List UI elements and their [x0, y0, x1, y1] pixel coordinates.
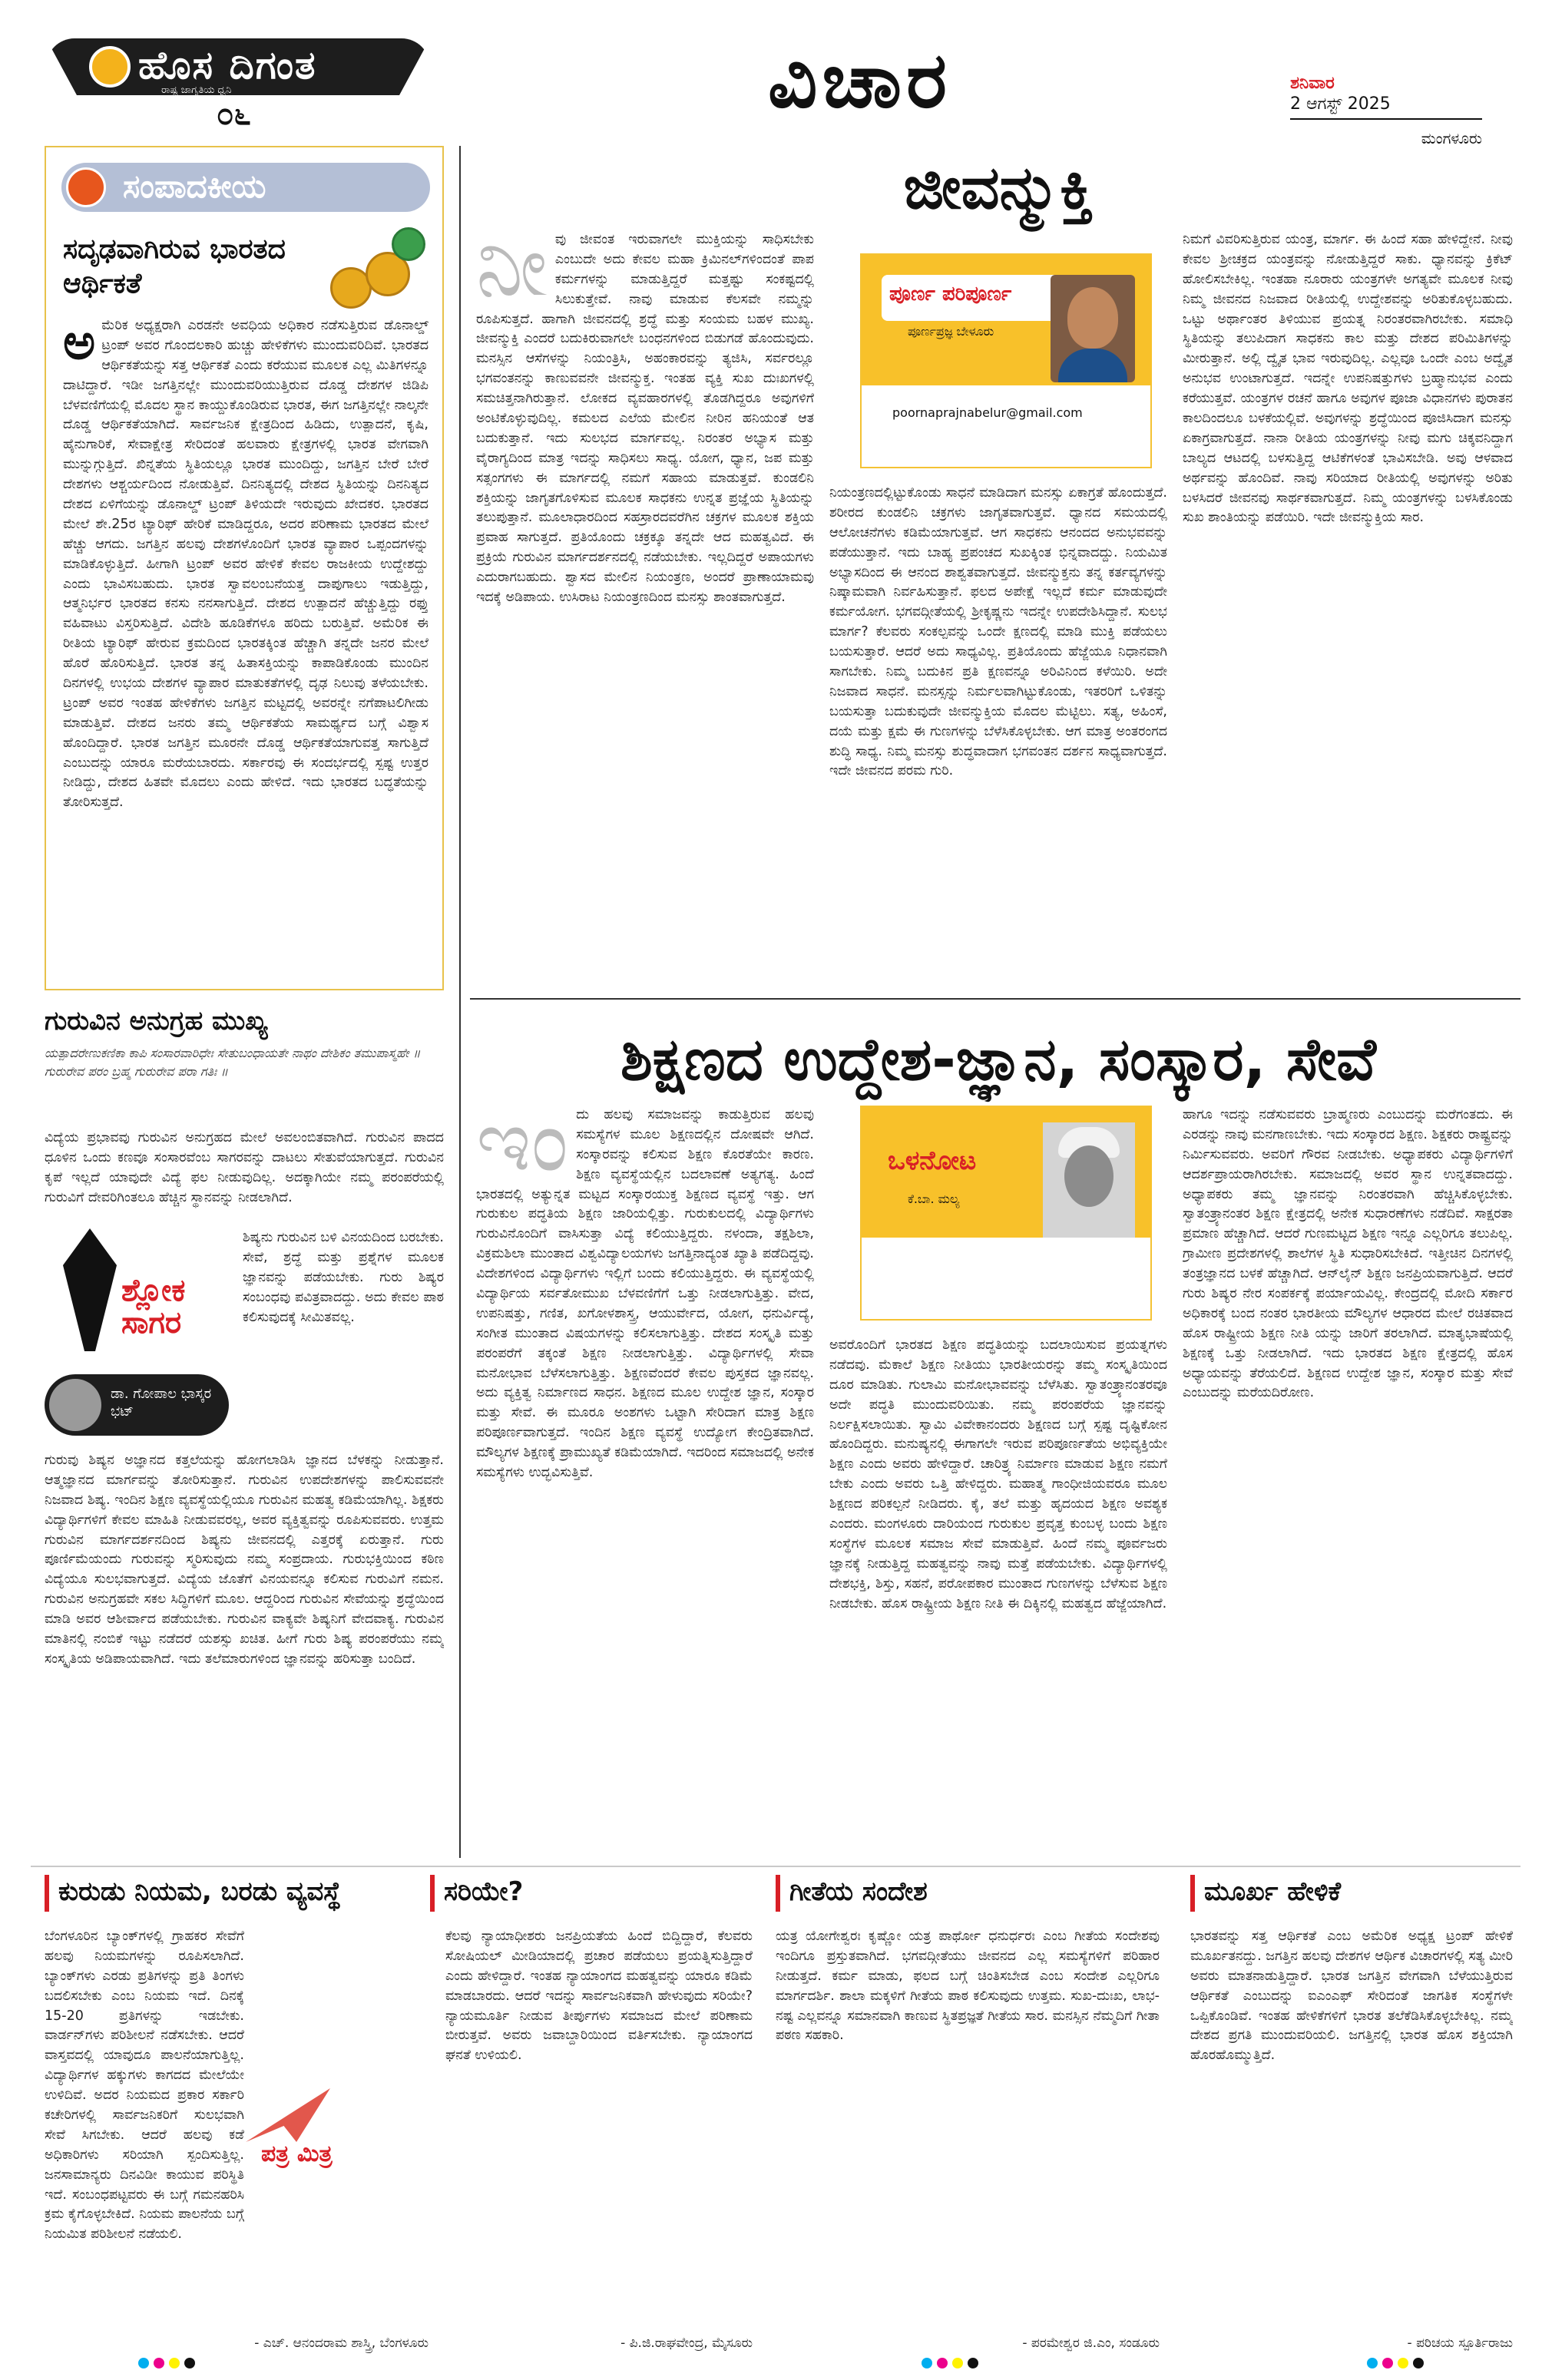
registration-dot [1398, 2358, 1408, 2368]
letter-4-title: ಮೂರ್ಖ ಹೇಳಿಕೆ [1204, 1876, 1342, 1907]
letter-4-header [1190, 1875, 1513, 1916]
letter-2-text: ಕೆಲವು ನ್ಯಾಯಾಧೀಶರು ಜನಪ್ರಿಯತೆಯ ಹಿಂದೆ ಬಿದ್ದಿದ್ದಾರೆ, ಕೆಲವರು ಸೋಷಿಯಲ್ ಮೀಡಿಯಾದಲ್ಲಿ ಪ್ರಚಾರ ಪಡೆಯಲು ಪ್ರಯತ್ನಿಸುತ್ತಿದ್ದಾರೆ ಎಂದು ಹೇಳಿದ್ದಾರೆ. ಇಂತಹ ನ್ಯಾಯಾಂಗದ ಮಹತ್ವವನ್ನು ಯಾರೂ ಕಡಿಮೆ ಮಾಡಬಾರದು. ಆದರೆ ಇದನ್ನು ಸಾರ್ವಜನಿಕವಾಗಿ ಹೇಳುವುದು ಸರಿಯೇ? ನ್ಯಾಯಮೂರ್ತಿ ನೀಡುವ ತೀರ್ಪುಗಳು ಸಮಾಜದ ಮೇಲೆ ಪರಿಣಾಮ ಬೀರುತ್ತವೆ. ಅವರು ಜವಾಬ್ದಾರಿಯಿಂದ ವರ್ತಿಸಬೇಕು. ನ್ಯಾಯಾಂಗದ ಘನತೆ ಉಳಿಯಲಿ. [445, 1929, 753, 2064]
letter-1-text: ಬೆಂಗಳೂರಿನ ಬ್ಯಾಂಕ್‌ಗಳಲ್ಲಿ ಗ್ರಾಹಕರ ಸೇವೆಗೆ ಹಲವು ನಿಯಮಗಳನ್ನು ರೂಪಿಸಲಾಗಿದೆ. ಬ್ಯಾಂಕ್‌ಗಳು ಎರಡು ಪ್ರತಿಗಳನ್ನು ಪ್ರತಿ ತಿಂಗಳು ಬದಲಿಸಬೇಕು ಎಂಬ ನಿಯಮ ಇದೆ. ದಿನಕ್ಕೆ 15-20 ಪ್ರತಿಗಳನ್ನು ಇಡಬೇಕು. ವಾರ್ಡನ್‌ಗಳು ಪರಿಶೀಲನೆ ನಡೆಸಬೇಕು. ಆದರೆ ವಾಸ್ತವದಲ್ಲಿ ಯಾವುದೂ ಪಾಲನೆಯಾಗುತ್ತಿಲ್ಲ. ವಿದ್ಯಾರ್ಥಿಗಳ ಹಕ್ಕುಗಳು ಕಾಗದದ ಮೇಲೆಯೇ ಉಳಿದಿವೆ. ಅದರ ನಿಯಮದ ಪ್ರಕಾರ ಸರ್ಕಾರಿ ಕಚೇರಿಗಳಲ್ಲಿ ಸಾರ್ವಜನಿಕರಿಗೆ ಸುಲಭವಾಗಿ ಸೇವೆ ಸಿಗಬೇಕು. ಆದರೆ ಹಲವು ಕಡೆ ಅಧಿಕಾರಿಗಳು ಸರಿಯಾಗಿ ಸ್ಪಂದಿಸುತ್ತಿಲ್ಲ. ಜನಸಾಮಾನ್ಯರು ದಿನವಿಡೀ ಕಾಯುವ ಪರಿಸ್ಥಿತಿ ಇದೆ. ಸಂಬಂಧಪಟ್ಟವರು ಈ ಬಗ್ಗೆ ಗಮನಹರಿಸಿ ಕ್ರಮ ಕೈಗೊಳ್ಳಬೇಕಿದೆ. ನಿಯಮ ಪಾಲನೆಯ ಬಗ್ಗೆ ನಿಯಮಿತ ಪರಿಶೀಲನೆ ನಡೆಯಲಿ. [45, 1929, 244, 2243]
story1-email[interactable]: poornaprajnabelur@gmail.com [892, 405, 1083, 420]
letter-4-body [1190, 1927, 1513, 2326]
dateline-day: ಶನಿವಾರ [1290, 74, 1335, 93]
registration-dot [952, 2358, 963, 2368]
story1-author: ಪೂರ್ಣಪ್ರಜ್ಞ ಬೇಳೂರು [908, 324, 994, 339]
registration-dot [922, 2358, 932, 2368]
story2-headline: ಶಿಕ್ಷಣದ ಉದ್ದೇಶ-ಜ್ಞಾನ, ಸಂಸ್ಕಾರ, ಸೇವೆ [620, 1025, 1376, 1093]
story1-col3-text: ನಿಮಗೆ ವಿವರಿಸುತ್ತಿರುವ ಯಂತ್ರ, ಮಾರ್ಗ. ಈ ಹಿಂದೆ ಸಹಾ ಹೇಳಿದ್ದೇನೆ. ನೀವು ಕೇವಲ ಶ್ರೀಚಕ್ರದ ಯಂತ್ರವನ್ನು ನೋಡುತ್ತಿದ್ದರೆ ಸಾಕು. ಧ್ಯಾನವನ್ನು ಕ್ರಿಕೆಟ್ ಹೋಲಿಸಬೇಕಿಲ್ಲ. ಇಂತಹಾ ನೂರಾರು ಯಂತ್ರಗಳೇ ಅಗತ್ಯವೇ ಮೂಲಕ ನೀವು ನಿಮ್ಮ ಜೀವನದ ನಿಜವಾದ ರೀತಿಯಲ್ಲಿ ಉದ್ದೇಶವನ್ನು ಅರಿತುಕೊಳ್ಳಬಹುದು. ಒಟ್ಟು ಅರ್ಥಾಂತರ ತಿಳಿಯುವ ಪ್ರಯತ್ನ ನಿರಂತರವಾಗಿರಬೇಕು. ಸಮಾಧಿ ಸ್ಥಿತಿಯನ್ನು ತಲುಪಿದಾಗ ಸಾಧಕನು ಕಾಲ ಮತ್ತು ದೇಶದ ಪರಿಮಿತಿಗಳನ್ನು ಮೀರುತ್ತಾನೆ. ಅಲ್ಲಿ ದ್ವೈತ ಭಾವ ಇರುವುದಿಲ್ಲ. ಎಲ್ಲವೂ ಒಂದೇ ಎಂಬ ಅದ್ವೈತ ಅನುಭವ ಉಂಟಾಗುತ್ತದೆ. ಇದನ್ನೇ ಉಪನಿಷತ್ತುಗಳು ಬ್ರಹ್ಮಾನುಭವ ಎಂದು ಕರೆಯುತ್ತವೆ. ಯಂತ್ರಗಳ ರಚನೆ ಹಾಗೂ ಅವುಗಳ ಪೂಜಾ ವಿಧಾನಗಳು ಪುರಾತನ ಕಾಲದಿಂದಲೂ ಬಳಕೆಯಲ್ಲಿವೆ. ಅವುಗಳನ್ನು ಶ್ರದ್ಧೆಯಿಂದ ಪೂಜಿಸಿದಾಗ ಮನಸ್ಸು ಏಕಾಗ್ರವಾಗುತ್ತದೆ. ನಾನಾ ರೀತಿಯ ಯಂತ್ರಗಳನ್ನು ನೀವು ಮಗು ಚಿಕ್ಕವನಿದ್ದಾಗ ಬಾಲ್ಯದ ಆಟದಲ್ಲಿ ಬಳಸುತ್ತಿದ್ದ ಆಟಿಕೆಗಳಂತೆ ಭಾವಿಸಬೇಡಿ. ಅವು ಆಳವಾದ ಅರ್ಥವನ್ನು ಹೊಂದಿವೆ. ನಾವು ಸರಿಯಾದ ರೀತಿಯಲ್ಲಿ ಅವುಗಳನ್ನು ಅರಿತು ಬಳಸಿದರೆ ಜೀವನವು ಸಾರ್ಥಕವಾಗುತ್ತದೆ. ನಿಮ್ಮ ಯಂತ್ರಗಳನ್ನು ಬಳಸಿಕೊಂಡು ಸುಖ ಶಾಂತಿಯನ್ನು ಪಡೆಯಿರಿ. ಇದೇ ಜೀವನ್ಮುಕ್ತಿಯ ಸಾರ. [1183, 232, 1513, 526]
brand-block [46, 31, 445, 132]
column-divider [459, 146, 461, 1858]
story2-column-2 [829, 1336, 1167, 1858]
letter-1-signature: - ಎಚ್. ಆನಂದರಾಮ ಶಾಸ್ತ್ರಿ, ಬೆಂಗಳೂರು [254, 2335, 429, 2351]
registration-dot [968, 2358, 978, 2368]
editorial-band [61, 163, 430, 212]
dateline [1290, 74, 1482, 147]
registration-dot [169, 2358, 180, 2368]
story2-col2-text: ಅವರೊಂದಿಗೆ ಭಾರತದ ಶಿಕ್ಷಣ ಪದ್ಧತಿಯನ್ನು ಬದಲಾಯಿಸುವ ಪ್ರಯತ್ನಗಳು ನಡೆದವು. ಮೆಕಾಲೆ ಶಿಕ್ಷಣ ನೀತಿಯು ಭಾರತೀಯರನ್ನು ತಮ್ಮ ಸಂಸ್ಕೃತಿಯಿಂದ ದೂರ ಮಾಡಿತು. ಗುಲಾಮಿ ಮನೋಭಾವವನ್ನು ಬೆಳೆಸಿತು. ಸ್ವಾತಂತ್ರ್ಯಾನಂತರವೂ ಅದೇ ಪದ್ಧತಿ ಮುಂದುವರಿಯಿತು. ನಮ್ಮ ಪರಂಪರೆಯ ಜ್ಞಾನವನ್ನು ನಿರ್ಲಕ್ಷಿಸಲಾಯಿತು. ಸ್ವಾಮಿ ವಿವೇಕಾನಂದರು ಶಿಕ್ಷಣದ ಬಗ್ಗೆ ಸ್ಪಷ್ಟ ದೃಷ್ಟಿಕೋನ ಹೊಂದಿದ್ದರು. ಮನುಷ್ಯನಲ್ಲಿ ಈಗಾಗಲೇ ಇರುವ ಪರಿಪೂರ್ಣತೆಯ ಅಭಿವ್ಯಕ್ತಿಯೇ ಶಿಕ್ಷಣ ಎಂದು ಅವರು ಹೇಳಿದ್ದಾರೆ. ಚಾರಿತ್ರ್ಯ ನಿರ್ಮಾಣ ಮಾಡುವ ಶಿಕ್ಷಣ ನಮಗೆ ಬೇಕು ಎಂದು ಅವರು ಒತ್ತಿ ಹೇಳಿದ್ದರು. ಮಹಾತ್ಮ ಗಾಂಧೀಜಿಯವರೂ ಮೂಲ ಶಿಕ್ಷಣದ ಪರಿಕಲ್ಪನೆ ನೀಡಿದರು. ಕೈ, ತಲೆ ಮತ್ತು ಹೃದಯದ ಶಿಕ್ಷಣ ಅವಶ್ಯಕ ಎಂದರು. ಮಂಗಳೂರು ದಾರಿಯಂದ ಗುರುಕುಲ ಪ್ರವೃತ್ತ ಕುಂಬಳ್ಳ ಬಂದು ಶಿಕ್ಷಣ ಸಂಸ್ಥೆಗಳ ಮೂಲಕ ಸಮಾಜ ಸೇವೆ ಮಾಡುತ್ತಿವೆ. ಹಿಂದೆ ನಮ್ಮ ಪೂರ್ವಜರು ಜ್ಞಾನಕ್ಕೆ ನೀಡುತ್ತಿದ್ದ ಮಹತ್ವವನ್ನು ನಾವು ಮತ್ತೆ ಪಡೆಯಬೇಕು. ವಿದ್ಯಾರ್ಥಿಗಳಲ್ಲಿ ದೇಶಭಕ್ತಿ, ಶಿಸ್ತು, ಸಹನೆ, ಪರೋಪಕಾರ ಮುಂತಾದ ಗುಣಗಳನ್ನು ಬೆಳೆಸುವ ಶಿಕ್ಷಣ ನೀಡಬೇಕು. ಹೊಸ ರಾಷ್ಟ್ರೀಯ ಶಿಕ್ಷಣ ನೀತಿ ಈ ದಿಕ್ಕಿನಲ್ಲಿ ಮಹತ್ವದ ಹೆಜ್ಜೆಯಾಗಿದೆ. [829, 1337, 1167, 1611]
guru-body-bottom [45, 1451, 444, 1850]
letter-3-signature: - ಪರಮೇಶ್ವರ ಜಿ.ಎಂ, ಸಂಡೂರು [1022, 2335, 1160, 2351]
letter-3-header [776, 1875, 1160, 1916]
story1-col2-text: ನಿಯಂತ್ರಣದಲ್ಲಿಟ್ಟುಕೊಂಡು ಸಾಧನೆ ಮಾಡಿದಾಗ ಮನಸ್ಸು ಏಕಾಗ್ರತೆ ಹೊಂದುತ್ತದೆ. ಶರೀರದ ಕುಂಡಲಿನಿ ಚಕ್ರಗಳು ಜಾಗೃತವಾಗುತ್ತವೆ. ಧ್ಯಾನದ ಸಮಯದಲ್ಲಿ ಆಲೋಚನೆಗಳು ಕಡಿಮೆಯಾಗುತ್ತವೆ. ಆಗ ಸಾಧಕನು ಆನಂದದ ಅನುಭವವನ್ನು ಪಡೆಯುತ್ತಾನೆ. ಇದು ಬಾಹ್ಯ ಪ್ರಪಂಚದ ಸುಖಕ್ಕಿಂತ ಭಿನ್ನವಾದದ್ದು. ನಿಯಮಿತ ಅಭ್ಯಾಸದಿಂದ ಈ ಆನಂದ ಶಾಶ್ವತವಾಗುತ್ತದೆ. ಜೀವನ್ಮುಕ್ತನು ತನ್ನ ಕರ್ತವ್ಯಗಳನ್ನು ನಿಷ್ಕಾಮವಾಗಿ ನಿರ್ವಹಿಸುತ್ತಾನೆ. ಫಲದ ಅಪೇಕ್ಷೆ ಇಲ್ಲದೆ ಕರ್ಮ ಮಾಡುವುದೇ ಕರ್ಮಯೋಗ. ಭಗವದ್ಗೀತೆಯಲ್ಲಿ ಶ್ರೀಕೃಷ್ಣನು ಇದನ್ನೇ ಉಪದೇಶಿಸಿದ್ದಾನೆ. ಸುಲಭ ಮಾರ್ಗ? ಕೆಲವರು ಸಂಕಲ್ಪವನ್ನು ಒಂದೇ ಕ್ಷಣದಲ್ಲಿ ಮಾಡಿ ಮುಕ್ತಿ ಪಡೆಯಲು ಬಯಸುತ್ತಾರೆ. ಆದರೆ ಅದು ಸಾಧ್ಯವಿಲ್ಲ. ಪ್ರತಿಯೊಂದು ಹೆಜ್ಜೆಯೂ ನಿಧಾನವಾಗಿ ಸಾಗಬೇಕು. ನಿಮ್ಮ ಬದುಕಿನ ಪ್ರತಿ ಕ್ಷಣವನ್ನೂ ಅರಿವಿನಿಂದ ಕಳೆಯಿರಿ. ಅದೇ ನಿಜವಾದ ಸಾಧನೆ. ಮನಸ್ಸನ್ನು ನಿರ್ಮಲವಾಗಿಟ್ಟುಕೊಂಡು, ಇತರರಿಗೆ ಒಳಿತನ್ನು ಬಯಸುತ್ತಾ ಬದುಕುವುದೇ ಜೀವನ್ಮುಕ್ತಿಯ ಮೊದಲ ಮೆಟ್ಟಿಲು. ಸತ್ಯ, ಅಹಿಂಸೆ, ದಯೆ ಮತ್ತು ಕ್ಷಮೆ ಈ ಗುಣಗಳನ್ನು ಬೆಳೆಸಿಕೊಳ್ಳಬೇಕು. ಆಗ ಮಾತ್ರ ಅಂತರಂಗದ ಶುದ್ಧಿ ಸಾಧ್ಯ. ನಿಮ್ಮ ಮನಸ್ಸು ಶುದ್ಧವಾದಾಗ ಭಗವಂತನ ದರ್ಶನ ಸಾಧ್ಯವಾಗುತ್ತದೆ. ಇದೇ ಜೀವನದ ಪರಮ ಗುರಿ. [829, 485, 1167, 779]
letter-2-body [445, 1927, 753, 2326]
editorial-label: ಸಂಪಾದಕೀಯ [123, 167, 266, 205]
registration-marks [922, 2357, 983, 2372]
author-photo [1051, 275, 1135, 382]
letter-4-signature: - ಪರಿಚಯ ಸ್ಪೂರ್ತಿರಾಜು [1407, 2335, 1513, 2351]
quill-icon [63, 1228, 117, 1351]
story2-col3-text: ಹಾಗೂ ಇದನ್ನು ನಡೆಸುವವರು ಬ್ರಾಹ್ಮಣರು ಎಂಬುದನ್ನು ಮರೆಗಂತದು. ಈ ಎರಡನ್ನು ನಾವು ಮನಗಾಣಬೇಕು. ಇದು ಸಂಸ್ಕಾರದ ಶಿಕ್ಷಣ. ಶಿಕ್ಷಕರು ರಾಷ್ಟ್ರವನ್ನು ನಿರ್ಮಿಸುವವರು. ಅವರಿಗೆ ಗೌರವ ನೀಡಬೇಕು. ಅಧ್ಯಾಪಕರು ವಿದ್ಯಾರ್ಥಿಗಳಿಗೆ ಆದರ್ಶಪ್ರಾಯರಾಗಿರಬೇಕು. ಸಮಾಜದಲ್ಲಿ ಅವರ ಸ್ಥಾನ ಉನ್ನತವಾದದ್ದು. ಅಧ್ಯಾಪಕರು ತಮ್ಮ ಜ್ಞಾನವನ್ನು ನಿರಂತರವಾಗಿ ಹೆಚ್ಚಿಸಿಕೊಳ್ಳಬೇಕು. ಸ್ವಾತಂತ್ರ್ಯಾನಂತರ ಶಿಕ್ಷಣ ಕ್ಷೇತ್ರದಲ್ಲಿ ಅನೇಕ ಸುಧಾರಣೆಗಳು ನಡೆದಿವೆ. ಸಾಕ್ಷರತಾ ಪ್ರಮಾಣ ಹೆಚ್ಚಾಗಿದೆ. ಆದರೆ ಗುಣಮಟ್ಟದ ಶಿಕ್ಷಣ ಇನ್ನೂ ಎಲ್ಲರಿಗೂ ತಲುಪಿಲ್ಲ. ಗ್ರಾಮೀಣ ಪ್ರದೇಶಗಳಲ್ಲಿ ಶಾಲೆಗಳ ಸ್ಥಿತಿ ಸುಧಾರಿಸಬೇಕಿದೆ. ಇತ್ತೀಚಿನ ದಿನಗಳಲ್ಲಿ ತಂತ್ರಜ್ಞಾನದ ಬಳಕೆ ಹೆಚ್ಚಾಗಿದೆ. ಆನ್‌ಲೈನ್ ಶಿಕ್ಷಣ ಜನಪ್ರಿಯವಾಗುತ್ತಿದೆ. ಆದರೆ ಗುರು ಶಿಷ್ಯರ ನೇರ ಸಂಪರ್ಕಕ್ಕೆ ಪರ್ಯಾಯವಿಲ್ಲ. ಕೇಂದ್ರದಲ್ಲಿ ಮೋದಿ ಸರ್ಕಾರ ಅಧಿಕಾರಕ್ಕೆ ಬಂದ ನಂತರ ಭಾರತೀಯ ಮೌಲ್ಯಗಳ ಆಧಾರದ ಮೇಲೆ ರಚಿತವಾದ ಹೊಸ ರಾಷ್ಟ್ರೀಯ ಶಿಕ್ಷಣ ನೀತಿ ಯನ್ನು ಜಾರಿಗೆ ತರಲಾಗಿದೆ. ಮಾತೃಭಾಷೆಯಲ್ಲಿ ಶಿಕ್ಷಣಕ್ಕೆ ಒತ್ತು ನೀಡಲಾಗಿದೆ. ಇದು ಭಾರತದ ಶಿಕ್ಷಣ ಕ್ಷೇತ್ರದಲ್ಲಿ ಹೊಸ ಅಧ್ಯಾಯವನ್ನು ತೆರೆಯಲಿದೆ. ಶಿಕ್ಷಣದ ಉದ್ದೇಶ ಜ್ಞಾನ, ಸಂಸ್ಕಾರ ಮತ್ತು ಸೇವೆ ಎಂಬುದನ್ನು ಮರೆಯದಿರೋಣ. [1183, 1107, 1513, 1401]
story1-headline: ಜೀವನ್ಮುಕ್ತಿ [903, 154, 1094, 223]
dateline-rule [1290, 118, 1482, 120]
shloka-box [45, 1228, 229, 1443]
brand-name: ಹೊಸ ದಿಗಂತ [138, 43, 317, 88]
registration-dot [1413, 2358, 1424, 2368]
section-title: ವಿಚಾರ [768, 35, 951, 125]
guru-text-a: ವಿದ್ಯೆಯ ಪ್ರಭಾವವು ಗುರುವಿನ ಅನುಗ್ರಹದ ಮೇಲೆ ಅವಲಂಬಿತವಾಗಿದೆ. ಗುರುವಿನ ಪಾದದ ಧೂಳಿನ ಒಂದು ಕಣವೂ ಸಂಸಾರವೆಂಬ ಸಾಗರವನ್ನು ದಾಟಲು ಸೇತುವೆಯಾಗುತ್ತದೆ. ಗುರುವಿನ ಕೃಪೆ ಇಲ್ಲದೆ ಯಾವುದೇ ವಿದ್ಯೆ ಫಲ ನೀಡುವುದಿಲ್ಲ. ಅದಕ್ಕಾಗಿಯೇ ನಮ್ಮ ಪರಂಪರೆಯಲ್ಲಿ ಗುರುವಿಗೆ ದೇವರಿಗಿಂತಲೂ ಹೆಚ್ಚಿನ ಸ್ಥಾನವನ್ನು ನೀಡಲಾಗಿದೆ. [45, 1130, 444, 1205]
guru-verse: ಯತ್ಪಾದರೇಣುಕಣಿಕಾ ಕಾಪಿ ಸಂಸಾರವಾರಿಧೇಃ ಸೇತುಬಂಧಾಯತೇ ನಾಥಂ ದೇಶಿಕಂ ತಮುಪಾಸ್ಮಹೇ ॥ ಗುರುರೇವ ಪರಂ ಬ್ರಹ್ಮ ಗುರುರೇವ ಪರಾ ಗತಿಃ ॥ [45, 1046, 421, 1079]
author-photo [1043, 1122, 1135, 1238]
registration-dot [937, 2358, 948, 2368]
story1-column-1 [476, 230, 814, 983]
section-divider [470, 998, 1520, 1000]
letter-bar [776, 1875, 780, 1912]
story2-dropcap: ಇಂ [476, 1106, 569, 1190]
editorial-body [63, 316, 429, 977]
avatar [49, 1379, 101, 1431]
patra-mitra-label: ಪತ್ರ ಮಿತ್ರ [261, 2140, 333, 2167]
brand-tagline: ರಾಷ್ಟ್ರ ಜಾಗೃತಿಯ ಧ್ವನಿ [161, 84, 232, 96]
editorial-dropcap: ಅ [63, 316, 96, 371]
masthead [31, 31, 1513, 147]
patra-mitra-logo [215, 2088, 369, 2188]
registration-dot [1367, 2358, 1378, 2368]
coin-stack [392, 227, 425, 261]
story2-column-1 [476, 1106, 814, 1858]
letter-bar [45, 1875, 49, 1912]
author-chip [45, 1374, 229, 1436]
letter-3-body [776, 1927, 1160, 2326]
author-face [1067, 287, 1118, 349]
letter-bar [1190, 1875, 1195, 1912]
story2-col1-text: ದು ಹಲವು ಸಮಾಜವನ್ನು ಕಾಡುತ್ತಿರುವ ಹಲವು ಸಮಸ್ಯೆಗಳ ಮೂಲ ಶಿಕ್ಷಣದಲ್ಲಿನ ದೋಷವೇ ಆಗಿದೆ. ಸಂಸ್ಕಾರವನ್ನು ಕಲಿಸುವ ಶಿಕ್ಷಣ ಕೊರತೆಯೇ ಕಾರಣ. ಶಿಕ್ಷಣ ವ್ಯವಸ್ಥೆಯಲ್ಲಿನ ಬದಲಾವಣೆ ಅತ್ಯಗತ್ಯ. ಹಿಂದೆ ಭಾರತದಲ್ಲಿ ಅತ್ಯುನ್ನತ ಮಟ್ಟದ ಸಂಸ್ಕಾರಯುಕ್ತ ಶಿಕ್ಷಣದ ವ್ಯವಸ್ಥೆ ಇತ್ತು. ಆಗ ಗುರುಕುಲ ಪದ್ಧತಿಯ ಶಿಕ್ಷಣ ಜಾರಿಯಲ್ಲಿತ್ತು. ಗುರುಕುಲದಲ್ಲಿ ವಿದ್ಯಾರ್ಥಿಗಳು ಗುರುವಿನೊಂದಿಗೆ ವಾಸಿಸುತ್ತಾ ವಿದ್ಯೆ ಕಲಿಯುತ್ತಿದ್ದರು. ನಳಂದಾ, ತಕ್ಷಶಿಲಾ, ವಿಕ್ರಮಶಿಲಾ ಮುಂತಾದ ವಿಶ್ವವಿದ್ಯಾಲಯಗಳು ಜಗತ್ತಿನಾದ್ಯಂತ ಖ್ಯಾತಿ ಪಡೆದಿದ್ದವು. ವಿದೇಶಗಳಿಂದ ವಿದ್ಯಾರ್ಥಿಗಳು ಇಲ್ಲಿಗೆ ಬಂದು ಕಲಿಯುತ್ತಿದ್ದರು. ಈ ವ್ಯವಸ್ಥೆಯಲ್ಲಿ ವಿದ್ಯಾರ್ಥಿಯ ಸರ್ವತೋಮುಖ ಬೆಳವಣಿಗೆಗೆ ಒತ್ತು ನೀಡಲಾಗುತ್ತಿತ್ತು. ವೇದ, ಉಪನಿಷತ್ತು, ಗಣಿತ, ಖಗೋಳಶಾಸ್ತ್ರ, ಆಯುರ್ವೇದ, ಯೋಗ, ಧನುರ್ವಿದ್ಯೆ, ಸಂಗೀತ ಮುಂತಾದ ವಿಷಯಗಳನ್ನು ಕಲಿಸಲಾಗುತ್ತಿತ್ತು. ದೇಶದ ಸಂಸ್ಕೃತಿ ಮತ್ತು ಪರಂಪರೆಗೆ ತಕ್ಕಂತೆ ಶಿಕ್ಷಣ ನೀಡಲಾಗುತ್ತಿತ್ತು. ವಿದ್ಯಾರ್ಥಿಗಳಲ್ಲಿ ಸೇವಾ ಮನೋಭಾವ ಬೆಳೆಸಲಾಗುತ್ತಿತ್ತು. ಶಿಕ್ಷಣವೆಂದರೆ ಕೇವಲ ಪುಸ್ತಕದ ಜ್ಞಾನವಲ್ಲ. ಅದು ವ್ಯಕ್ತಿತ್ವ ನಿರ್ಮಾಣದ ಸಾಧನ. ಶಿಕ್ಷಣದ ಮೂಲ ಉದ್ದೇಶ ಜ್ಞಾನ, ಸಂಸ್ಕಾರ ಮತ್ತು ಸೇವೆ. ಈ ಮೂರೂ ಅಂಶಗಳು ಒಟ್ಟಾಗಿ ಸೇರಿದಾಗ ಮಾತ್ರ ಶಿಕ್ಷಣ ಪರಿಪೂರ್ಣವಾಗುತ್ತದೆ. ಇಂದಿನ ಶಿಕ್ಷಣ ವ್ಯವಸ್ಥೆ ಉದ್ಯೋಗ ಕೇಂದ್ರಿತವಾಗಿದೆ. ಮೌಲ್ಯಗಳ ಶಿಕ್ಷಣಕ್ಕೆ ಪ್ರಾಮುಖ್ಯತೆ ಕಡಿಮೆಯಾಗಿದೆ. ಇದರಿಂದ ಸಮಾಜದಲ್ಲಿ ಅನೇಕ ಸಮಸ್ಯೆಗಳು ಉದ್ಭವಿಸುತ್ತಿವೆ. [476, 1107, 814, 1481]
column-name: ಒಳನೋಟ [888, 1145, 977, 1176]
letter-1-title: ಕುರುಡು ನಿಯಮ, ಬರಡು ವ್ಯವಸ್ಥೆ [58, 1876, 342, 1907]
story2-author: ಕೆ.ಬಾ. ಮಲ್ಯ [908, 1192, 960, 1206]
story1-column-2 [829, 484, 1167, 983]
editorial-text: ಮೆರಿಕ ಅಧ್ಯಕ್ಷರಾಗಿ ಎರಡನೇ ಅವಧಿಯ ಅಧಿಕಾರ ನಡೆಸುತ್ತಿರುವ ಡೊನಾಲ್ಡ್ ಟ್ರಂಪ್ ಅವರ ಗೊಂದಲಕಾರಿ ಹುಚ್ಚು ಹೇಳಿಕೆಗಳು ಮುಂದುವರಿದಿವೆ. ಭಾರತದ ಆರ್ಥಿಕತೆಯನ್ನು ಸತ್ತ ಆರ್ಥಿಕತೆ ಎಂದು ಕರೆಯುವ ಮೂಲಕ ಎಲ್ಲ ಮಿತಿಗಳನ್ನೂ ದಾಟಿದ್ದಾರೆ. ಇಡೀ ಜಗತ್ತಿನಲ್ಲೇ ಮುಂದುವರಿಯುತ್ತಿರುವ ದೊಡ್ಡ ದೇಶಗಳ ಜಿಡಿಪಿ ಬೆಳವಣಿಗೆಯಲ್ಲಿ ಮೊದಲ ಸ್ಥಾನ ಕಾಯ್ದುಕೊಂಡಿರುವ ಭಾರತ, ಈಗ ಜಗತ್ತಿನಲ್ಲೇ ನಾಲ್ಕನೇ ದೊಡ್ಡ ಆರ್ಥಿಕತೆಯಾಗಿದೆ. ಸಾರ್ವಜನಿಕ ಕ್ಷೇತ್ರದಿಂದ ಹಿಡಿದು, ಉತ್ಪಾದನೆ, ಕೃಷಿ, ಹೈನುಗಾರಿಕೆ, ಸೇವಾಕ್ಷೇತ್ರ ಸೇರಿದಂತೆ ಹಲವಾರು ಕ್ಷೇತ್ರಗಳಲ್ಲಿ ಭಾರತ ವೇಗವಾಗಿ ಮುನ್ನುಗ್ಗುತ್ತಿದೆ. ಖಿನ್ನತೆಯ ಸ್ಥಿತಿಯಲ್ಲೂ ಭಾರತ ಮುಂದಿದ್ದು, ಜಗತ್ತಿನ ಬೇರೆ ಬೇರೆ ದೇಶಗಳು ಆಶ್ಚರ್ಯದಿಂದ ನೋಡುತ್ತಿವೆ. ದಿನನಿತ್ಯದಲ್ಲಿ ದೇಶದ ಸ್ಥಿತಿಯನ್ನು ದಿನನಿತ್ಯದ ದೇಶದ ಏಳಿಗೆಯನ್ನು ಡೊನಾಲ್ಡ್ ಟ್ರಂಪ್ ತಿಳಿಯದೇ ಇರುವುದು ಖೇದಕರ. ಭಾರತದ ಮೇಲೆ ಶೇ.25ರ ಟ್ಯಾರಿಫ್ ಹೇರಿಕೆ ಮಾಡಿದ್ದರೂ, ಅದರ ಪರಿಣಾಮ ಭಾರತದ ಮೇಲೆ ಹೆಚ್ಚು ಆಗದು. ಜಗತ್ತಿನ ಹಲವು ದೇಶಗಳೊಂದಿಗೆ ಭಾರತ ವ್ಯಾಪಾರ ಒಪ್ಪಂದಗಳನ್ನು ಮಾಡಿಕೊಳ್ಳುತ್ತಿದೆ. ಹೀಗಾಗಿ ಟ್ರಂಪ್ ಅವರ ಹೇಳಿಕೆ ಕೇವಲ ರಾಜಕೀಯ ಉದ್ದೇಶದ್ದು ಎಂದು ಭಾವಿಸಬಹುದು. ಭಾರತ ಸ್ವಾವಲಂಬನೆಯತ್ತ ದಾಪುಗಾಲು ಇಡುತ್ತಿದ್ದು, ಆತ್ಮನಿರ್ಭರ ಭಾರತದ ಕನಸು ನನಸಾಗುತ್ತಿದೆ. ದೇಶದ ಉತ್ಪಾದನೆ ಹೆಚ್ಚುತ್ತಿದ್ದು ರಫ್ತು ವಹಿವಾಟು ವಿಸ್ತರಿಸುತ್ತಿದೆ. ವಿದೇಶಿ ಹೂಡಿಕೆಗಳೂ ಹರಿದು ಬರುತ್ತಿವೆ. ಅಮೆರಿಕ ಈ ರೀತಿಯ ಟ್ಯಾರಿಫ್ ಹೇರುವ ಕ್ರಮದಿಂದ ಭಾರತಕ್ಕಿಂತ ಹೆಚ್ಚಾಗಿ ತನ್ನದೇ ಜನರ ಮೇಲೆ ಹೊರೆ ಹೊರಿಸುತ್ತಿದೆ. ಭಾರತ ತನ್ನ ಹಿತಾಸಕ್ತಿಯನ್ನು ಕಾಪಾಡಿಕೊಂಡು ಮುಂದಿನ ದಿನಗಳಲ್ಲಿ ಉಭಯ ದೇಶಗಳ ವ್ಯಾಪಾರ ಮಾತುಕತೆಗಳಲ್ಲಿ ದೃಢ ನಿಲುವು ತಳೆಯಬೇಕು. ಟ್ರಂಪ್ ಅವರ ಇಂತಹ ಹೇಳಿಕೆಗಳು ಜಗತ್ತಿನ ಮಟ್ಟದಲ್ಲಿ ಅವರನ್ನೇ ನಗೆಪಾಟಲಿಗೀಡು ಮಾಡುತ್ತಿವೆ. ದೇಶದ ಜನರು ತಮ್ಮ ಆರ್ಥಿಕತೆಯ ಸಾಮರ್ಥ್ಯದ ಬಗ್ಗೆ ವಿಶ್ವಾಸ ಹೊಂದಿದ್ದಾರೆ. ಭಾರತ ಜಗತ್ತಿನ ಮೂರನೇ ದೊಡ್ಡ ಆರ್ಥಿಕತೆಯಾಗುವತ್ತ ಸಾಗುತ್ತಿದೆ ಎಂಬುದನ್ನು ಯಾರೂ ಮರೆಯಬಾರದು. ಸರ್ಕಾರವು ಈ ಸಂದರ್ಭದಲ್ಲಿ ಸ್ಪಷ್ಟ ಉತ್ತರ ನೀಡಿದ್ದು, ದೇಶದ ಹಿತವೇ ಮೊದಲು ಎಂದು ಹೇಳಿದೆ. ಇದು ಭಾರತದ ಬದ್ಧತೆಯನ್ನು ತೋರಿಸುತ್ತದೆ. [63, 318, 429, 811]
guru-headline: ಗುರುವಿನ ಅನುಗ್ರಹ ಮುಖ್ಯ [45, 1006, 268, 1036]
dateline-city: ಮಂಗಳೂರು [1421, 129, 1482, 147]
dateline-date: 2 ಆಗಸ್ಟ್ 2025 [1290, 94, 1391, 114]
registration-marks [138, 2357, 200, 2372]
story2-column-3 [1183, 1106, 1513, 1858]
registration-dot [138, 2358, 149, 2368]
letter-bar [430, 1875, 435, 1912]
editorial-box [45, 146, 444, 990]
story1-byline-box [860, 253, 1152, 468]
story1-dropcap: ನೀ [476, 230, 548, 315]
registration-dot [184, 2358, 195, 2368]
letters-divider [31, 1866, 1520, 1867]
column-name: ಪೂರ್ಣ ಪರಿಪೂರ್ಣ [889, 283, 1012, 306]
brand-logo-icon [89, 46, 131, 88]
paper-plane-icon [246, 2088, 330, 2142]
registration-dot [154, 2358, 164, 2368]
guru-body-top [45, 1129, 444, 1228]
story1-col1-text: ವು ಜೀವಂತ ಇರುವಾಗಲೇ ಮುಕ್ತಿಯನ್ನು ಸಾಧಿಸಬೇಕು ಎಂಬುದೇ ಅದು ಕೇವಲ ಮಹಾ ಕ್ರಿಮಿನಲ್‌ಗಳಿಂದಂತೆ ಪಾಪ ಕರ್ಮಗಳನ್ನು ಮಾಡುತ್ತಿದ್ದರೆ ಮತ್ತಷ್ಟು ಸಂಕಷ್ಟದಲ್ಲಿ ಸಿಲುಕುತ್ತೇವೆ. ನಾವು ಮಾಡುವ ಕೆಲಸವೇ ನಮ್ಮನ್ನು ರೂಪಿಸುತ್ತದೆ. ಹಾಗಾಗಿ ಜೀವನದಲ್ಲಿ ಶ್ರದ್ಧೆ ಮತ್ತು ಸಂಯಮ ಬಹಳ ಮುಖ್ಯ. ಜೀವನ್ಮುಕ್ತಿ ಎಂದರೆ ಬದುಕಿರುವಾಗಲೇ ಬಂಧನಗಳಿಂದ ಬಿಡುಗಡೆ ಹೊಂದುವುದು. ಮನಸ್ಸಿನ ಆಸೆಗಳನ್ನು ನಿಯಂತ್ರಿಸಿ, ಅಹಂಕಾರವನ್ನು ತ್ಯಜಿಸಿ, ಸರ್ವರಲ್ಲೂ ಭಗವಂತನನ್ನು ಕಾಣುವವನೇ ಜೀವನ್ಮುಕ್ತ. ಇಂತಹ ವ್ಯಕ್ತಿ ಸುಖ ದುಃಖಗಳಲ್ಲಿ ಸಮಚಿತ್ತನಾಗಿರುತ್ತಾನೆ. ಲೋಕದ ವ್ಯವಹಾರಗಳಲ್ಲಿ ತೊಡಗಿದ್ದರೂ ಅವುಗಳಿಗೆ ಅಂಟಿಕೊಳ್ಳುವುದಿಲ್ಲ. ಕಮಲದ ಎಲೆಯ ಮೇಲಿನ ನೀರಿನ ಹನಿಯಂತೆ ಆತ ಬದುಕುತ್ತಾನೆ. ಇದು ಸುಲಭದ ಮಾರ್ಗವಲ್ಲ. ನಿರಂತರ ಅಭ್ಯಾಸ ಮತ್ತು ವೈರಾಗ್ಯದಿಂದ ಮಾತ್ರ ಇದನ್ನು ಸಾಧಿಸಲು ಸಾಧ್ಯ. ಯೋಗ, ಧ್ಯಾನ, ಜಪ ಮತ್ತು ಸತ್ಸಂಗಗಳು ಈ ಮಾರ್ಗದಲ್ಲಿ ನಮಗೆ ಸಹಾಯ ಮಾಡುತ್ತವೆ. ಕುಂಡಲಿನಿ ಶಕ್ತಿಯನ್ನು ಜಾಗೃತಗೊಳಿಸುವ ಮೂಲಕ ಸಾಧಕನು ಉನ್ನತ ಪ್ರಜ್ಞೆಯ ಸ್ಥಿತಿಯನ್ನು ತಲುಪುತ್ತಾನೆ. ಮೂಲಾಧಾರದಿಂದ ಸಹಸ್ರಾರದವರೆಗಿನ ಚಕ್ರಗಳ ಮೂಲಕ ಶಕ್ತಿಯ ಪ್ರವಾಹ ಸಾಗುತ್ತದೆ. ಪ್ರತಿಯೊಂದು ಚಕ್ರಕ್ಕೂ ತನ್ನದೇ ಆದ ಮಹತ್ವವಿದೆ. ಈ ಪ್ರಕ್ರಿಯೆ ಗುರುವಿನ ಮಾರ್ಗದರ್ಶನದಲ್ಲಿ ನಡೆಯಬೇಕು. ಇಲ್ಲದಿದ್ದರೆ ಅಪಾಯಗಳು ಎದುರಾಗಬಹುದು. ಶ್ವಾಸದ ಮೇಲಿನ ನಿಯಂತ್ರಣ, ಅಂದರೆ ಪ್ರಾಣಾಯಾಮವು ಇದಕ್ಕೆ ಅಡಿಪಾಯ. ಉಸಿರಾಟ ನಿಯಂತ್ರಣದಿಂದ ಮನಸ್ಸು ಶಾಂತವಾಗುತ್ತದೆ. [476, 232, 814, 606]
coins-icon [323, 221, 430, 313]
letter-2-header [430, 1875, 753, 1916]
letter-2-signature: - ಪಿ.ಜಿ.ರಾಘವೇಂದ್ರ, ಮೈಸೂರು [620, 2335, 753, 2351]
story2-byline-box [860, 1106, 1152, 1321]
author-face [1064, 1145, 1113, 1207]
story1-column-3 [1183, 230, 1513, 983]
letter-2-title: ಸರಿಯೇ? [444, 1876, 524, 1907]
guru-body-side [243, 1228, 444, 1443]
globe-icon [66, 167, 106, 207]
author-shirt [1058, 349, 1127, 382]
letter-1-body [45, 1927, 244, 2326]
registration-marks [1367, 2357, 1428, 2372]
letter-4-text: ಭಾರತವನ್ನು ಸತ್ತ ಆರ್ಥಿಕತೆ ಎಂಬ ಅಮೆರಿಕ ಅಧ್ಯಕ್ಷ ಟ್ರಂಪ್ ಹೇಳಿಕೆ ಮೂರ್ಖತನದ್ದು. ಜಗತ್ತಿನ ಹಲವು ದೇಶಗಳ ಆರ್ಥಿಕ ವಿಚಾರಗಳಲ್ಲಿ ಸತ್ಯ ಮೀರಿ ಅವರು ಮಾತನಾಡುತ್ತಿದ್ದಾರೆ. ಭಾರತ ಜಗತ್ತಿನ ವೇಗವಾಗಿ ಬೆಳೆಯುತ್ತಿರುವ ಆರ್ಥಿಕತೆ ಎಂಬುದನ್ನು ಐಎಂಎಫ್ ಸೇರಿದಂತೆ ಜಾಗತಿಕ ಸಂಸ್ಥೆಗಳೇ ಒಪ್ಪಿಕೊಂಡಿವೆ. ಇಂತಹ ಹೇಳಿಕೆಗಳಿಗೆ ಭಾರತ ತಲೆಕೆಡಿಸಿಕೊಳ್ಳಬೇಕಿಲ್ಲ. ನಮ್ಮ ದೇಶದ ಪ್ರಗತಿ ಮುಂದುವರಿಯಲಿ. ಜಗತ್ತಿನಲ್ಲಿ ಭಾರತ ಹೊಸ ಶಕ್ತಿಯಾಗಿ ಹೊರಹೊಮ್ಮುತ್ತಿದೆ. [1190, 1929, 1513, 2064]
guru-text-b: ಶಿಷ್ಯನು ಗುರುವಿನ ಬಳಿ ವಿನಯದಿಂದ ಬರಬೇಕು. ಸೇವೆ, ಶ್ರದ್ಧೆ ಮತ್ತು ಪ್ರಶ್ನೆಗಳ ಮೂಲಕ ಜ್ಞಾನವನ್ನು ಪಡೆಯಬೇಕು. ಗುರು ಶಿಷ್ಯರ ಸಂಬಂಧವು ಪವಿತ್ರವಾದದ್ದು. ಅದು ಕೇವಲ ಪಾಠ ಕಲಿಸುವುದಕ್ಕೆ ಸೀಮಿತವಲ್ಲ. [243, 1230, 444, 1325]
page-number: ೦೬ [217, 97, 251, 132]
author-name: ಡಾ. ಗೋಪಾಲ ಭಾಸ್ಕರ ಭಟ್ [111, 1386, 212, 1420]
editorial-headline: ಸದೃಢವಾಗಿರುವ ಭಾರತದ ಆರ್ಥಿಕತೆ [63, 233, 286, 299]
shloka-title: ಶ್ಲೋಕ ಸಾಗರ [121, 1273, 186, 1340]
letter-3-title: ಗೀತೆಯ ಸಂದೇಶ [789, 1876, 928, 1907]
letter-1-header [45, 1875, 429, 1916]
letter-3-text: ಯತ್ರ ಯೋಗೇಶ್ವರಃ ಕೃಷ್ಣೋ ಯತ್ರ ಪಾರ್ಥೋ ಧನುರ್ಧರಃ ಎಂಬ ಗೀತೆಯ ಸಂದೇಶವು ಇಂದಿಗೂ ಪ್ರಸ್ತುತವಾಗಿದೆ. ಭಗವದ್ಗೀತೆಯು ಜೀವನದ ಎಲ್ಲ ಸಮಸ್ಯೆಗಳಿಗೆ ಪರಿಹಾರ ನೀಡುತ್ತದೆ. ಕರ್ಮ ಮಾಡು, ಫಲದ ಬಗ್ಗೆ ಚಿಂತಿಸಬೇಡ ಎಂಬ ಸಂದೇಶ ಎಲ್ಲರಿಗೂ ಮಾರ್ಗದರ್ಶಿ. ಶಾಲಾ ಮಕ್ಕಳಿಗೆ ಗೀತೆಯ ಪಾಠ ಕಲಿಸುವುದು ಉತ್ತಮ. ಸುಖ-ದುಃಖ, ಲಾಭ-ನಷ್ಟ ಎಲ್ಲವನ್ನೂ ಸಮಾನವಾಗಿ ಕಾಣುವ ಸ್ಥಿತಪ್ರಜ್ಞತೆ ಗೀತೆಯ ಸಾರ. ಮನಸ್ಸಿನ ನೆಮ್ಮದಿಗೆ ಗೀತಾ ಪಠಣ ಸಹಕಾರಿ. [776, 1929, 1160, 2044]
byline-banner [882, 275, 1066, 321]
registration-dot [1382, 2358, 1393, 2368]
guru-text-c: ಗುರುವು ಶಿಷ್ಯನ ಅಜ್ಞಾನದ ಕತ್ತಲೆಯನ್ನು ಹೋಗಲಾಡಿಸಿ ಜ್ಞಾನದ ಬೆಳಕನ್ನು ನೀಡುತ್ತಾನೆ. ಆತ್ಮಜ್ಞಾನದ ಮಾರ್ಗವನ್ನು ತೋರಿಸುತ್ತಾನೆ. ಗುರುವಿನ ಉಪದೇಶಗಳನ್ನು ಪಾಲಿಸುವವನೇ ನಿಜವಾದ ಶಿಷ್ಯ. ಇಂದಿನ ಶಿಕ್ಷಣ ವ್ಯವಸ್ಥೆಯಲ್ಲಿಯೂ ಗುರುವಿನ ಮಹತ್ವ ಕಡಿಮೆಯಾಗಿಲ್ಲ. ಶಿಕ್ಷಕರು ವಿದ್ಯಾರ್ಥಿಗಳಿಗೆ ಕೇವಲ ಮಾಹಿತಿ ನೀಡುವವರಲ್ಲ, ಅವರ ವ್ಯಕ್ತಿತ್ವವನ್ನು ರೂಪಿಸುವವರು. ಉತ್ತಮ ಗುರುವಿನ ಮಾರ್ಗದರ್ಶನದಿಂದ ಶಿಷ್ಯನು ಜೀವನದಲ್ಲಿ ಎತ್ತರಕ್ಕೆ ಏರುತ್ತಾನೆ. ಗುರು ಪೂರ್ಣಿಮೆಯಂದು ಗುರುವನ್ನು ಸ್ಮರಿಸುವುದು ನಮ್ಮ ಸಂಪ್ರದಾಯ. ಗುರುಭಕ್ತಿಯಿಂದ ಕಠಿಣ ವಿದ್ಯೆಯೂ ಸುಲಭವಾಗುತ್ತದೆ. ವಿದ್ಯೆಯ ಜೊತೆಗೆ ವಿನಯವನ್ನೂ ಕಲಿಸುವ ಗುರುವಿಗೆ ನಮನ. ಗುರುವಿನ ಅನುಗ್ರಹವೇ ಸಕಲ ಸಿದ್ಧಿಗಳಿಗೆ ಮೂಲ. ಆದ್ದರಿಂದ ಗುರುವಿನ ಸೇವೆಯನ್ನು ಶ್ರದ್ಧೆಯಿಂದ ಮಾಡಿ ಅವರ ಆಶೀರ್ವಾದ ಪಡೆಯಬೇಕು. ಗುರುವಿನ ವಾಕ್ಯವೇ ಶಿಷ್ಯನಿಗೆ ವೇದವಾಕ್ಯ. ಗುರುವಿನ ಮಾತಿನಲ್ಲಿ ನಂಬಿಕೆ ಇಟ್ಟು ನಡೆದರೆ ಯಶಸ್ಸು ಖಚಿತ. ಹೀಗೆ ಗುರು ಶಿಷ್ಯ ಪರಂಪರೆಯು ನಮ್ಮ ಸಂಸ್ಕೃತಿಯ ಅಡಿಪಾಯವಾಗಿದೆ. ಇದು ತಲೆಮಾರುಗಳಿಂದ ಜ್ಞಾನವನ್ನು ಹರಿಸುತ್ತಾ ಬಂದಿದೆ. [45, 1453, 444, 1667]
